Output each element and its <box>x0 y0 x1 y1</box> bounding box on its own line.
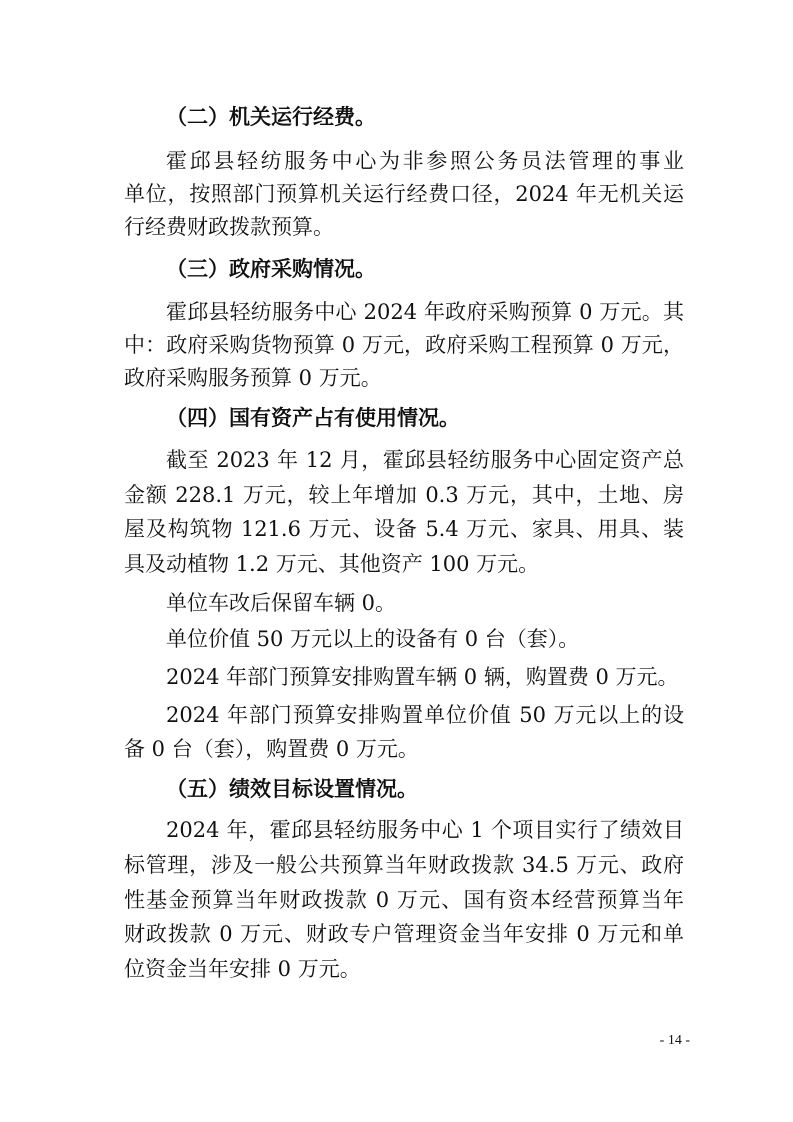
paragraph-line: 行经费财政拨款预算。 <box>124 215 334 239</box>
paragraph-line: 标管理，涉及一般公共预算当年财政拨款 34.5 万元、政府 <box>124 853 684 877</box>
paragraph-line: 2024 年部门预算安排购置单位价值 50 万元以上的设 <box>166 703 684 727</box>
page-number: - 14 - <box>659 1033 690 1048</box>
paragraph-line: 单位价值 50 万元以上的设备有 0 台（套）。 <box>166 627 580 651</box>
paragraph-line: 财政拨款 0 万元、财政专户管理资金当年安排 0 万元和单 <box>124 922 684 946</box>
paragraph-line: 位资金当年安排 0 万元。 <box>124 957 361 981</box>
section-heading-2: （二）机关运行经费。 <box>166 104 376 129</box>
paragraph-line: 截至 2023 年 12 月，霍邱县轻纺服务中心固定资产总 <box>166 448 684 472</box>
paragraph-line: 性基金预算当年财政拨款 0 万元、国有资本经营预算当年 <box>124 888 684 912</box>
paragraph-line: 单位车改后保留车辆 0。 <box>166 591 397 615</box>
paragraph-line: 金额 228.1 万元，较上年增加 0.3 万元，其中，土地、房 <box>124 483 684 507</box>
paragraph-line: 具及动植物 1.2 万元、其他资产 100 万元。 <box>124 552 540 576</box>
paragraph-line: 霍邱县轻纺服务中心为非参照公务员法管理的事业 <box>166 149 684 173</box>
section-heading-5: （五）绩效目标设置情况。 <box>166 776 418 801</box>
paragraph-line: 单位，按照部门预算机关运行经费口径，2024 年无机关运 <box>124 182 684 206</box>
paragraph-line: 2024 年部门预算安排购置车辆 0 辆，购置费 0 万元。 <box>166 665 679 689</box>
section-heading-3: （三）政府采购情况。 <box>166 256 376 281</box>
section-heading-4: （四）国有资产占有使用情况。 <box>166 405 460 430</box>
paragraph-line: 中：政府采购货物预算 0 万元，政府采购工程预算 0 万元， <box>124 333 684 357</box>
paragraph-line: 备 0 台（套），购置费 0 万元。 <box>124 737 419 761</box>
paragraph-line: 屋及构筑物 121.6 万元、设备 5.4 万元、家具、用具、装 <box>124 517 684 541</box>
paragraph-line: 2024 年，霍邱县轻纺服务中心 1 个项目实行了绩效目 <box>166 818 684 842</box>
paragraph-line: 霍邱县轻纺服务中心 2024 年政府采购预算 0 万元。其 <box>166 300 684 324</box>
paragraph-line: 政府采购服务预算 0 万元。 <box>124 366 382 390</box>
